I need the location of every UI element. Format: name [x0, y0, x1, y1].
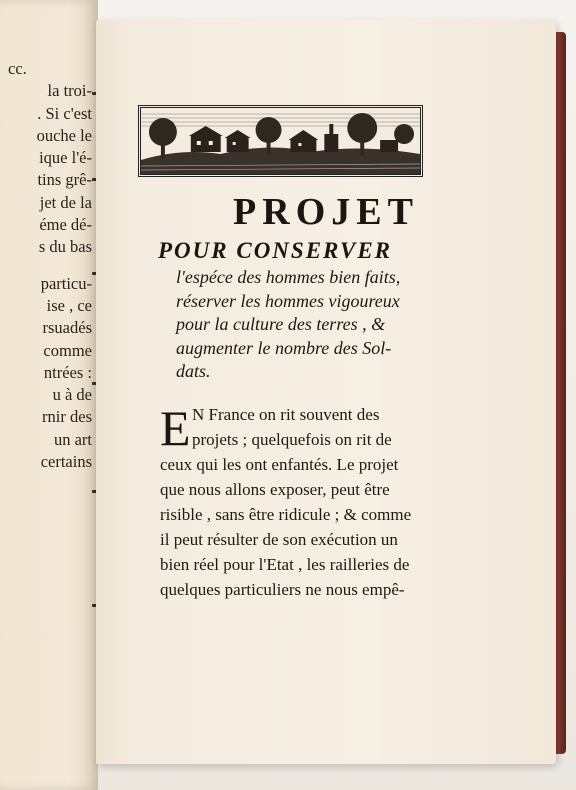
left-page-text [0, 58, 92, 473]
body-line: risible , sans être ridicule ; & comme [160, 505, 412, 524]
body-line: N France on rit souvent des [192, 405, 380, 424]
left-line: jet de la [39, 192, 92, 212]
left-line: u à de [52, 385, 92, 405]
drop-cap: E [160, 400, 191, 456]
left-line: comme [43, 340, 92, 360]
left-line: s du bas [38, 237, 92, 257]
description-line: pour la culture des terres , & [176, 314, 386, 334]
left-line: ique l'é- [39, 148, 92, 168]
description-line: réserver les hommes vigoureux [176, 290, 400, 311]
description-line: l'espéce des hommes bien faits, [176, 267, 401, 287]
left-line: particu- [40, 273, 92, 293]
body-line: projets ; quelquefois on rit de [192, 430, 392, 449]
left-line: rnir des [42, 407, 92, 427]
left-line: tins grê- [37, 170, 92, 190]
left-line: ntrées : [43, 362, 92, 382]
left-page [0, 0, 98, 790]
left-line: éme dé- [39, 215, 92, 235]
body-paragraph [160, 402, 428, 602]
body-line: quelques particuliers ne nous empê- [160, 580, 405, 599]
left-line: ouche le [36, 125, 92, 145]
description-line: augmenter le nombre des Sol- [176, 337, 392, 358]
page-title: PROJET [233, 191, 419, 233]
left-line: rsuadés [42, 318, 92, 338]
left-line: ise , ce [46, 295, 92, 315]
title-description [176, 266, 436, 384]
left-line: cc. [8, 59, 27, 78]
description-line: dats. [176, 361, 211, 381]
body-line: il peut résulter de son exécution un [160, 530, 398, 549]
woodcut-village-icon [138, 105, 423, 177]
left-line: la troi- [47, 81, 92, 101]
body-line: bien réel pour l'Etat , les railleries de [160, 555, 410, 574]
left-line: certains [40, 452, 92, 472]
left-line: . Si c'est [37, 103, 92, 123]
left-line: un art [53, 429, 92, 449]
subtitle: POUR CONSERVER [158, 238, 393, 263]
body-line: que nous allons exposer, peut être [160, 480, 390, 499]
body-line: ceux qui les ont enfantés. Le projet [160, 455, 399, 474]
left-line [0, 259, 92, 273]
